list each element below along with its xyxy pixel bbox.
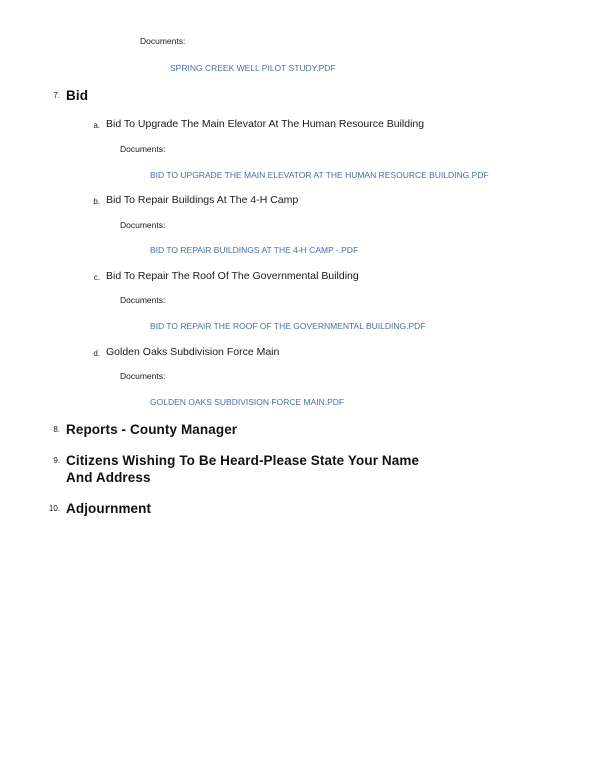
agenda-item-title: Citizens Wishing To Be Heard-Please State Your Name And Address	[66, 453, 420, 486]
agenda-item	[40, 422, 560, 439]
agenda-item-number: 9.	[53, 456, 60, 466]
agenda-subitem-letter: a.	[93, 121, 100, 131]
documents-label: Documents:	[120, 295, 166, 306]
agenda-item	[40, 88, 560, 408]
agenda-item-body	[66, 453, 560, 487]
agenda-subitem-title: Bid To Repair Buildings At The 4-H Camp	[106, 193, 299, 206]
document-link[interactable]: GOLDEN OAKS SUBDIVISION FORCE MAIN.PDF	[150, 397, 345, 408]
agenda-item-body	[66, 501, 560, 518]
agenda-item-number: 7.	[53, 91, 60, 101]
agenda-item-body	[66, 88, 560, 408]
agenda-subitem	[80, 346, 560, 409]
agenda-item-title: Bid	[66, 88, 89, 104]
subitem-documents-block	[120, 295, 560, 332]
documents-label: Documents:	[120, 219, 166, 230]
agenda-item-number: 8.	[53, 425, 60, 435]
agenda-subitem-letter: d.	[93, 348, 100, 358]
documents-label: Documents:	[140, 36, 186, 46]
agenda-subitem-body	[106, 346, 560, 409]
document-link[interactable]: BID TO UPGRADE THE MAIN ELEVATOR AT THE HUMAN RESOURCE BUILDING.PDF	[150, 169, 489, 180]
agenda-subitem-letter: b.	[93, 196, 100, 206]
document-link[interactable]: BID TO REPAIR THE ROOF OF THE GOVERNMENTAL BUILDING.PDF	[150, 321, 426, 332]
agenda-item-body	[66, 422, 560, 439]
agenda-subitem-title: Golden Oaks Subdivision Force Main	[106, 345, 280, 358]
subitem-documents-block	[120, 220, 560, 257]
agenda-subitem-body	[106, 118, 560, 181]
agenda-items-list	[40, 88, 560, 518]
subitem-documents-block	[120, 144, 560, 181]
documents-label: Documents:	[120, 371, 166, 382]
agenda-subitem-title: Bid To Repair The Roof Of The Governmental Building	[106, 269, 359, 282]
agenda-item-title: Reports - County Manager	[66, 422, 238, 438]
agenda-item	[40, 501, 560, 518]
agenda-subitem	[80, 270, 560, 333]
documents-label: Documents:	[120, 143, 166, 154]
agenda-subitem	[80, 118, 560, 181]
agenda-subitem-body	[106, 270, 560, 333]
agenda-subitem-title: Bid To Upgrade The Main Elevator At The Human Resource Building	[106, 118, 425, 131]
agenda-item-number: 10.	[48, 504, 60, 514]
agenda-item-title: Adjournment	[66, 501, 152, 517]
agenda-subitem	[80, 194, 560, 257]
document-link[interactable]: BID TO REPAIR BUILDINGS AT THE 4-H CAMP -.PDF	[150, 245, 359, 256]
agenda-subitem-body	[106, 194, 560, 257]
subitem-documents-block	[120, 371, 560, 408]
continued-documents-block	[140, 36, 560, 74]
agenda-subitem-letter: c.	[93, 272, 100, 282]
agenda-item	[40, 453, 560, 487]
agenda-subitems-list	[80, 118, 560, 408]
document-link[interactable]: SPRING CREEK WELL PILOT STUDY.PDF	[170, 62, 336, 73]
